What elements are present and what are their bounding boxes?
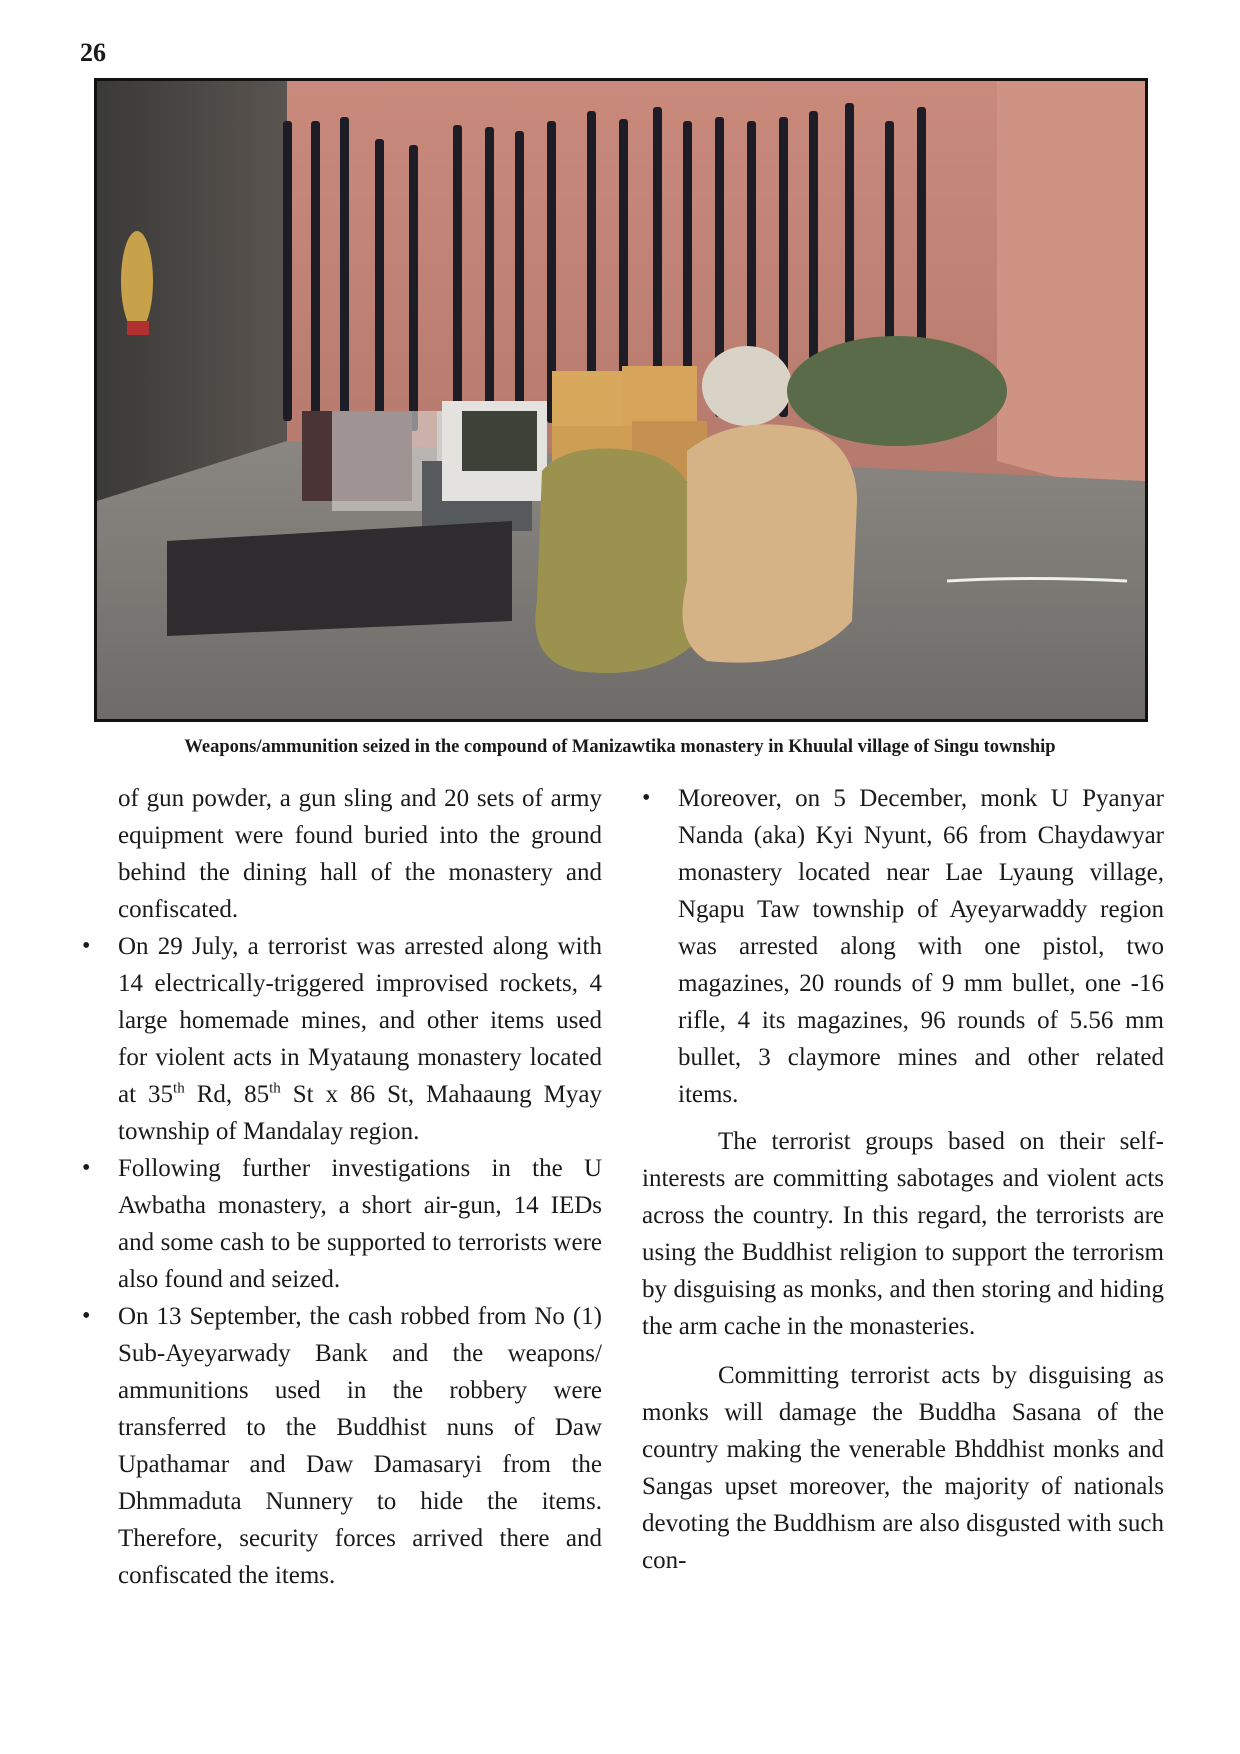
right-column bbox=[642, 780, 1164, 1579]
ordinal-suffix: th bbox=[269, 1080, 281, 1097]
bullet-bank-robbery: • On 13 September, the cash robbed from No (1) Sub-Ayeyarwady Bank and the weapons/ ammunitions used in the robbery were transferred to the Buddhist nuns of Daw Upathamar and Daw Damasaryi from the Dhmmaduta Nunnery to hide the items. Therefore, security forces arrived there and confiscated the items. bbox=[118, 1298, 602, 1594]
page-number: 26 bbox=[80, 38, 106, 67]
body-paragraph: Committing terrorist acts by disguising as monks will damage the Buddha Sasana of the country making the venerable Bhddhist monks and Sangas upset moreover, the majority of nationals devoting the Buddhism are also disgusted with such con- bbox=[642, 1362, 1164, 1574]
seized-weapons-photo bbox=[94, 78, 1148, 722]
bullet-text-part: St x 86 St, Mahaaung Myay township of Mandalay region. bbox=[118, 1081, 602, 1145]
ordinal-suffix: th bbox=[173, 1080, 185, 1097]
bullet-monk-arrest: • Moreover, on 5 December, monk U Pyanyar Nanda (aka) Kyi Nyunt, 66 from Chaydawyar monastery located near Lae Lyaung village, Ngapu Taw township of Ayeyarwaddy region was arrested along with one pistol, two magazines, 20 rounds of 9 mm bullet, one -16 rifle, 4 its magazines, 96 rounds of 5.56 mm bullet, 3 claymore mines and other related items. bbox=[678, 780, 1164, 1113]
body-paragraph: The terrorist groups based on their self-interests are committing sabotages and violent acts across the country. In this regard, the terrorists are using the Buddhist religion to support the terrorism by disguising as monks, and then storing and hiding the arm cache in the monasteries. bbox=[642, 1128, 1164, 1340]
left-bullet-list bbox=[118, 928, 602, 1594]
photo-illustration bbox=[97, 81, 1145, 719]
bullet-awbatha-seizure: • Following further investigations in the U Awbatha monastery, a short air-gun, 14 IEDs and some cash to be supported to terrorists were also found and seized. bbox=[118, 1150, 602, 1298]
right-bullet-list bbox=[642, 780, 1164, 1113]
photo-caption: Weapons/ammunition seized in the compound of Manizawtika monastery in Khuulal village of Singu township bbox=[184, 737, 1056, 757]
bullet-myataung-arrest bbox=[118, 928, 602, 1150]
left-column bbox=[118, 780, 602, 1594]
bullet-text-part: On 29 July, a terrorist was arrested along with 14 electrically-triggered improvised rockets, 4 large homemade mines, and other items used for violent acts in Myataung monastery located at 35 bbox=[118, 933, 602, 1108]
continuation-paragraph: of gun powder, a gun sling and 20 sets of army equipment were found buried into the ground behind the dining hall of the monastery and confiscated. bbox=[118, 785, 602, 923]
bullet-text-part: Rd, 85 bbox=[184, 1081, 270, 1108]
